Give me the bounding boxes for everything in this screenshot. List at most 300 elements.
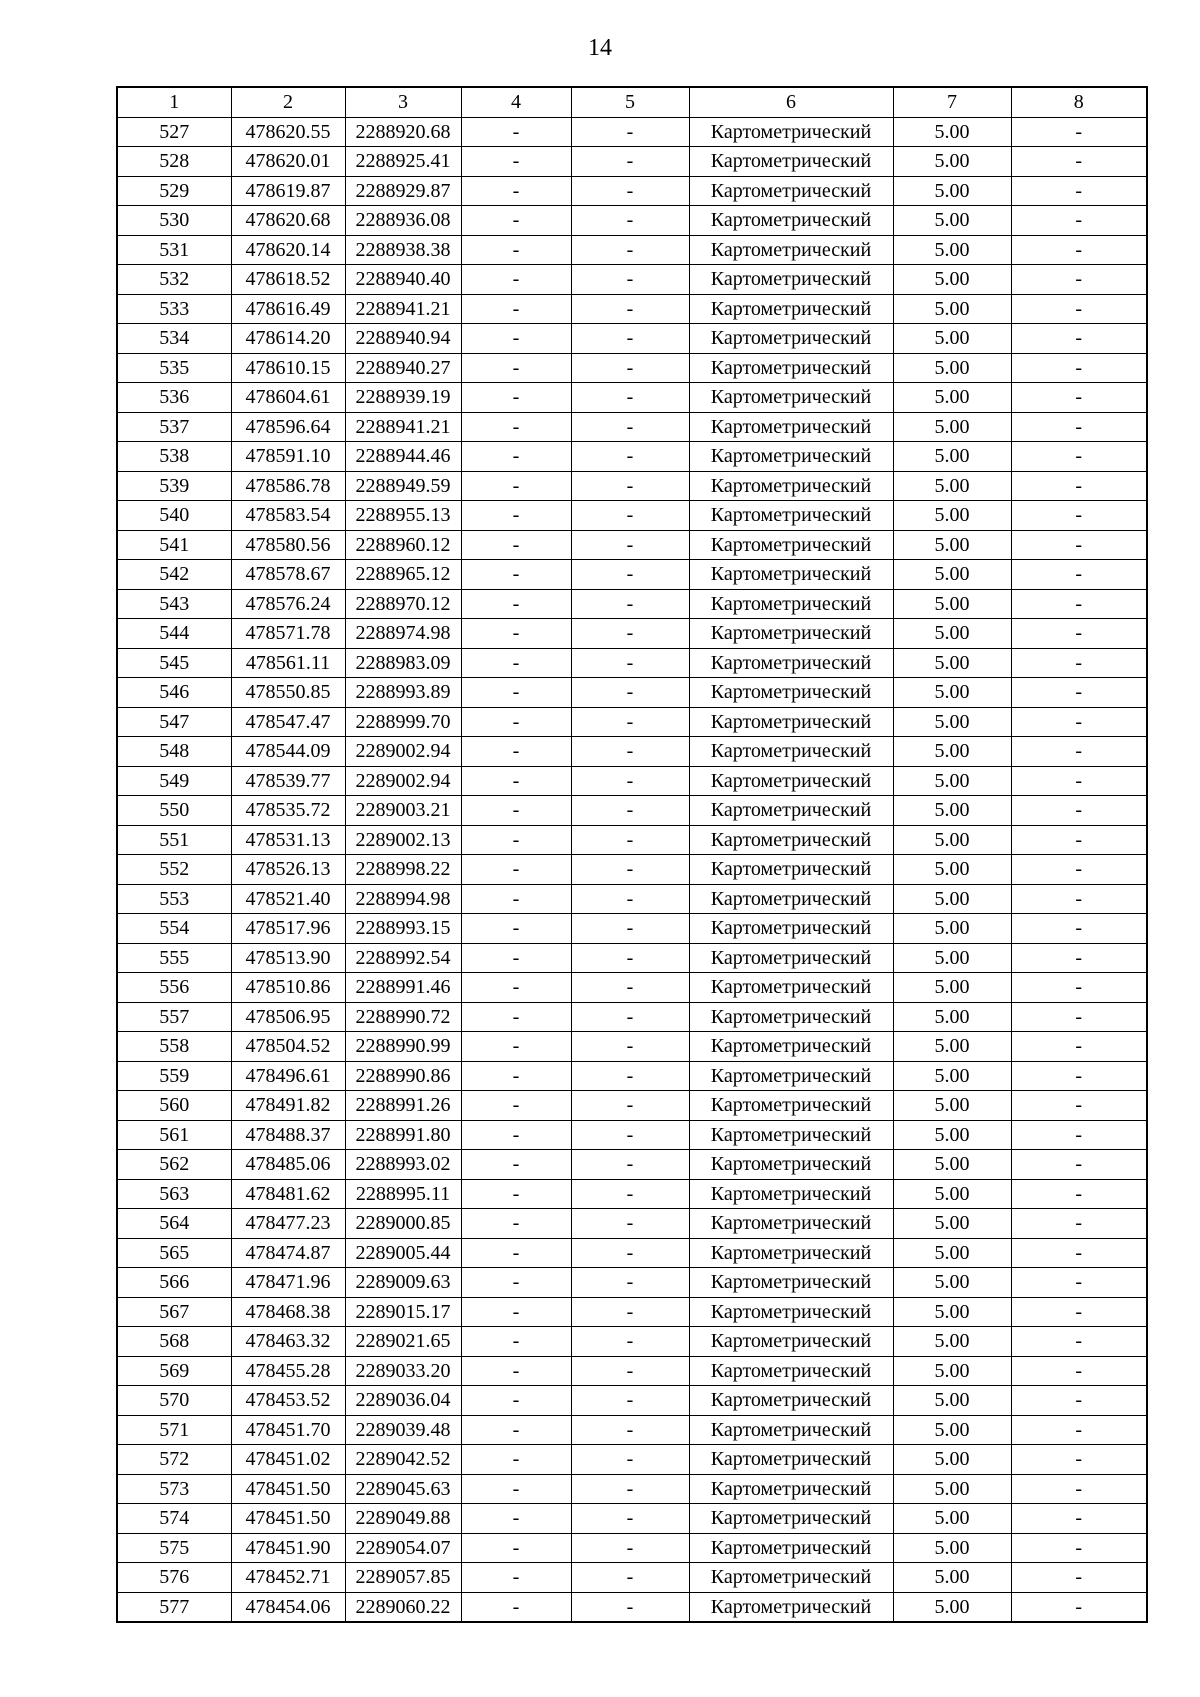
x-coordinate-cell: 478561.11 bbox=[231, 648, 345, 678]
table-row bbox=[117, 855, 1147, 885]
accuracy-cell: 5.00 bbox=[893, 1504, 1011, 1534]
col8-cell: - bbox=[1011, 619, 1147, 649]
accuracy-cell: 5.00 bbox=[893, 147, 1011, 177]
col4-cell: - bbox=[461, 383, 571, 413]
col8-cell: - bbox=[1011, 737, 1147, 767]
page-number: 14 bbox=[588, 35, 612, 61]
table-row bbox=[117, 678, 1147, 708]
col5-cell: - bbox=[571, 796, 689, 826]
col4-cell: - bbox=[461, 324, 571, 354]
col4-cell: - bbox=[461, 501, 571, 531]
x-coordinate-cell: 478576.24 bbox=[231, 589, 345, 619]
col5-cell: - bbox=[571, 707, 689, 737]
col5-cell: - bbox=[571, 1179, 689, 1209]
table-row bbox=[117, 176, 1147, 206]
x-coordinate-cell: 478496.61 bbox=[231, 1061, 345, 1091]
col8-cell: - bbox=[1011, 1091, 1147, 1121]
y-coordinate-cell: 2289002.94 bbox=[345, 766, 461, 796]
x-coordinate-cell: 478463.32 bbox=[231, 1327, 345, 1357]
table-row bbox=[117, 235, 1147, 265]
table-row bbox=[117, 796, 1147, 826]
y-coordinate-cell: 2288974.98 bbox=[345, 619, 461, 649]
point-number-cell: 528 bbox=[117, 147, 231, 177]
table-row bbox=[117, 1061, 1147, 1091]
x-coordinate-cell: 478620.55 bbox=[231, 117, 345, 147]
col8-cell: - bbox=[1011, 353, 1147, 383]
method-cell: Картометрический bbox=[689, 1238, 893, 1268]
y-coordinate-cell: 2289060.22 bbox=[345, 1592, 461, 1622]
accuracy-cell: 5.00 bbox=[893, 1533, 1011, 1563]
table-row bbox=[117, 1592, 1147, 1622]
table-row bbox=[117, 383, 1147, 413]
col5-cell: - bbox=[571, 1297, 689, 1327]
col5-cell: - bbox=[571, 412, 689, 442]
col5-cell: - bbox=[571, 471, 689, 501]
point-number-cell: 545 bbox=[117, 648, 231, 678]
col5-cell: - bbox=[571, 1563, 689, 1593]
table-row bbox=[117, 914, 1147, 944]
accuracy-cell: 5.00 bbox=[893, 117, 1011, 147]
y-coordinate-cell: 2289009.63 bbox=[345, 1268, 461, 1298]
col8-cell: - bbox=[1011, 324, 1147, 354]
y-coordinate-cell: 2289002.13 bbox=[345, 825, 461, 855]
accuracy-cell: 5.00 bbox=[893, 235, 1011, 265]
col5-cell: - bbox=[571, 1474, 689, 1504]
col8-cell: - bbox=[1011, 1179, 1147, 1209]
col5-cell: - bbox=[571, 914, 689, 944]
col4-cell: - bbox=[461, 1563, 571, 1593]
accuracy-cell: 5.00 bbox=[893, 294, 1011, 324]
accuracy-cell: 5.00 bbox=[893, 855, 1011, 885]
col8-cell: - bbox=[1011, 943, 1147, 973]
point-number-cell: 560 bbox=[117, 1091, 231, 1121]
col8-cell: - bbox=[1011, 1474, 1147, 1504]
point-number-cell: 551 bbox=[117, 825, 231, 855]
x-coordinate-cell: 478504.52 bbox=[231, 1032, 345, 1062]
point-number-cell: 543 bbox=[117, 589, 231, 619]
point-number-cell: 547 bbox=[117, 707, 231, 737]
point-number-cell: 574 bbox=[117, 1504, 231, 1534]
method-cell: Картометрический bbox=[689, 176, 893, 206]
y-coordinate-cell: 2288920.68 bbox=[345, 117, 461, 147]
point-number-cell: 540 bbox=[117, 501, 231, 531]
accuracy-cell: 5.00 bbox=[893, 1209, 1011, 1239]
x-coordinate-cell: 478453.52 bbox=[231, 1386, 345, 1416]
method-cell: Картометрический bbox=[689, 737, 893, 767]
accuracy-cell: 5.00 bbox=[893, 1297, 1011, 1327]
column-header: 1 bbox=[117, 87, 231, 117]
table-row bbox=[117, 1474, 1147, 1504]
col8-cell: - bbox=[1011, 383, 1147, 413]
table-row bbox=[117, 1356, 1147, 1386]
col5-cell: - bbox=[571, 1150, 689, 1180]
point-number-cell: 571 bbox=[117, 1415, 231, 1445]
col4-cell: - bbox=[461, 1445, 571, 1475]
x-coordinate-cell: 478451.50 bbox=[231, 1474, 345, 1504]
col5-cell: - bbox=[571, 1120, 689, 1150]
x-coordinate-cell: 478616.49 bbox=[231, 294, 345, 324]
y-coordinate-cell: 2288993.89 bbox=[345, 678, 461, 708]
accuracy-cell: 5.00 bbox=[893, 1061, 1011, 1091]
y-coordinate-cell: 2288941.21 bbox=[345, 412, 461, 442]
col5-cell: - bbox=[571, 1238, 689, 1268]
col8-cell: - bbox=[1011, 176, 1147, 206]
method-cell: Картометрический bbox=[689, 648, 893, 678]
accuracy-cell: 5.00 bbox=[893, 825, 1011, 855]
col4-cell: - bbox=[461, 353, 571, 383]
x-coordinate-cell: 478550.85 bbox=[231, 678, 345, 708]
method-cell: Картометрический bbox=[689, 1002, 893, 1032]
table-row bbox=[117, 943, 1147, 973]
point-number-cell: 562 bbox=[117, 1150, 231, 1180]
point-number-cell: 569 bbox=[117, 1356, 231, 1386]
accuracy-cell: 5.00 bbox=[893, 884, 1011, 914]
col4-cell: - bbox=[461, 176, 571, 206]
x-coordinate-cell: 478618.52 bbox=[231, 265, 345, 295]
table-row bbox=[117, 442, 1147, 472]
point-number-cell: 554 bbox=[117, 914, 231, 944]
y-coordinate-cell: 2288938.38 bbox=[345, 235, 461, 265]
method-cell: Картометрический bbox=[689, 383, 893, 413]
point-number-cell: 536 bbox=[117, 383, 231, 413]
col4-cell: - bbox=[461, 1150, 571, 1180]
x-coordinate-cell: 478619.87 bbox=[231, 176, 345, 206]
column-header: 2 bbox=[231, 87, 345, 117]
col8-cell: - bbox=[1011, 796, 1147, 826]
table-row bbox=[117, 884, 1147, 914]
col5-cell: - bbox=[571, 1445, 689, 1475]
point-number-cell: 549 bbox=[117, 766, 231, 796]
col5-cell: - bbox=[571, 176, 689, 206]
col8-cell: - bbox=[1011, 678, 1147, 708]
accuracy-cell: 5.00 bbox=[893, 737, 1011, 767]
point-number-cell: 555 bbox=[117, 943, 231, 973]
accuracy-cell: 5.00 bbox=[893, 206, 1011, 236]
method-cell: Картометрический bbox=[689, 1563, 893, 1593]
accuracy-cell: 5.00 bbox=[893, 1415, 1011, 1445]
col5-cell: - bbox=[571, 619, 689, 649]
col4-cell: - bbox=[461, 1061, 571, 1091]
col8-cell: - bbox=[1011, 294, 1147, 324]
y-coordinate-cell: 2288960.12 bbox=[345, 530, 461, 560]
method-cell: Картометрический bbox=[689, 678, 893, 708]
coordinates-table bbox=[116, 86, 1148, 1623]
point-number-cell: 534 bbox=[117, 324, 231, 354]
col5-cell: - bbox=[571, 766, 689, 796]
accuracy-cell: 5.00 bbox=[893, 707, 1011, 737]
table-header-row bbox=[117, 87, 1147, 117]
y-coordinate-cell: 2288991.80 bbox=[345, 1120, 461, 1150]
point-number-cell: 533 bbox=[117, 294, 231, 324]
method-cell: Картометрический bbox=[689, 117, 893, 147]
col5-cell: - bbox=[571, 1268, 689, 1298]
column-header: 5 bbox=[571, 87, 689, 117]
y-coordinate-cell: 2288991.46 bbox=[345, 973, 461, 1003]
method-cell: Картометрический bbox=[689, 294, 893, 324]
col5-cell: - bbox=[571, 648, 689, 678]
col8-cell: - bbox=[1011, 530, 1147, 560]
method-cell: Картометрический bbox=[689, 1209, 893, 1239]
method-cell: Картометрический bbox=[689, 825, 893, 855]
y-coordinate-cell: 2288941.21 bbox=[345, 294, 461, 324]
method-cell: Картометрический bbox=[689, 1297, 893, 1327]
table-row bbox=[117, 147, 1147, 177]
col4-cell: - bbox=[461, 1504, 571, 1534]
method-cell: Картометрический bbox=[689, 147, 893, 177]
point-number-cell: 572 bbox=[117, 1445, 231, 1475]
method-cell: Картометрический bbox=[689, 1061, 893, 1091]
column-header: 8 bbox=[1011, 87, 1147, 117]
x-coordinate-cell: 478610.15 bbox=[231, 353, 345, 383]
method-cell: Картометрический bbox=[689, 501, 893, 531]
method-cell: Картометрический bbox=[689, 914, 893, 944]
col5-cell: - bbox=[571, 147, 689, 177]
accuracy-cell: 5.00 bbox=[893, 265, 1011, 295]
point-number-cell: 539 bbox=[117, 471, 231, 501]
accuracy-cell: 5.00 bbox=[893, 1179, 1011, 1209]
col4-cell: - bbox=[461, 1209, 571, 1239]
table-row bbox=[117, 1563, 1147, 1593]
method-cell: Картометрический bbox=[689, 265, 893, 295]
col8-cell: - bbox=[1011, 1356, 1147, 1386]
method-cell: Картометрический bbox=[689, 353, 893, 383]
x-coordinate-cell: 478451.90 bbox=[231, 1533, 345, 1563]
col4-cell: - bbox=[461, 1415, 571, 1445]
point-number-cell: 573 bbox=[117, 1474, 231, 1504]
y-coordinate-cell: 2289000.85 bbox=[345, 1209, 461, 1239]
table-row bbox=[117, 1120, 1147, 1150]
table-row bbox=[117, 530, 1147, 560]
col4-cell: - bbox=[461, 1268, 571, 1298]
point-number-cell: 531 bbox=[117, 235, 231, 265]
accuracy-cell: 5.00 bbox=[893, 1356, 1011, 1386]
x-coordinate-cell: 478468.38 bbox=[231, 1297, 345, 1327]
column-header: 7 bbox=[893, 87, 1011, 117]
col5-cell: - bbox=[571, 324, 689, 354]
y-coordinate-cell: 2288993.15 bbox=[345, 914, 461, 944]
accuracy-cell: 5.00 bbox=[893, 1150, 1011, 1180]
col5-cell: - bbox=[571, 501, 689, 531]
accuracy-cell: 5.00 bbox=[893, 412, 1011, 442]
y-coordinate-cell: 2288993.02 bbox=[345, 1150, 461, 1180]
point-number-cell: 548 bbox=[117, 737, 231, 767]
x-coordinate-cell: 478586.78 bbox=[231, 471, 345, 501]
table-row bbox=[117, 501, 1147, 531]
col8-cell: - bbox=[1011, 1002, 1147, 1032]
table-row bbox=[117, 1327, 1147, 1357]
accuracy-cell: 5.00 bbox=[893, 1268, 1011, 1298]
point-number-cell: 535 bbox=[117, 353, 231, 383]
table-row bbox=[117, 471, 1147, 501]
col4-cell: - bbox=[461, 1238, 571, 1268]
point-number-cell: 559 bbox=[117, 1061, 231, 1091]
accuracy-cell: 5.00 bbox=[893, 560, 1011, 590]
col4-cell: - bbox=[461, 442, 571, 472]
table-row bbox=[117, 117, 1147, 147]
y-coordinate-cell: 2288998.22 bbox=[345, 855, 461, 885]
col4-cell: - bbox=[461, 648, 571, 678]
col5-cell: - bbox=[571, 560, 689, 590]
accuracy-cell: 5.00 bbox=[893, 1091, 1011, 1121]
x-coordinate-cell: 478620.01 bbox=[231, 147, 345, 177]
col8-cell: - bbox=[1011, 1209, 1147, 1239]
y-coordinate-cell: 2288965.12 bbox=[345, 560, 461, 590]
y-coordinate-cell: 2289033.20 bbox=[345, 1356, 461, 1386]
table-row bbox=[117, 825, 1147, 855]
col4-cell: - bbox=[461, 884, 571, 914]
x-coordinate-cell: 478521.40 bbox=[231, 884, 345, 914]
point-number-cell: 530 bbox=[117, 206, 231, 236]
x-coordinate-cell: 478596.64 bbox=[231, 412, 345, 442]
method-cell: Картометрический bbox=[689, 1592, 893, 1622]
accuracy-cell: 5.00 bbox=[893, 1386, 1011, 1416]
col5-cell: - bbox=[571, 442, 689, 472]
col4-cell: - bbox=[461, 147, 571, 177]
col8-cell: - bbox=[1011, 707, 1147, 737]
x-coordinate-cell: 478451.02 bbox=[231, 1445, 345, 1475]
x-coordinate-cell: 478580.56 bbox=[231, 530, 345, 560]
table-row bbox=[117, 353, 1147, 383]
accuracy-cell: 5.00 bbox=[893, 324, 1011, 354]
table-row bbox=[117, 1415, 1147, 1445]
y-coordinate-cell: 2288983.09 bbox=[345, 648, 461, 678]
col4-cell: - bbox=[461, 1120, 571, 1150]
col8-cell: - bbox=[1011, 1120, 1147, 1150]
point-number-cell: 567 bbox=[117, 1297, 231, 1327]
method-cell: Картометрический bbox=[689, 1179, 893, 1209]
x-coordinate-cell: 478571.78 bbox=[231, 619, 345, 649]
x-coordinate-cell: 478474.87 bbox=[231, 1238, 345, 1268]
x-coordinate-cell: 478506.95 bbox=[231, 1002, 345, 1032]
col4-cell: - bbox=[461, 1032, 571, 1062]
x-coordinate-cell: 478451.70 bbox=[231, 1415, 345, 1445]
col5-cell: - bbox=[571, 1592, 689, 1622]
method-cell: Картометрический bbox=[689, 943, 893, 973]
y-coordinate-cell: 2289057.85 bbox=[345, 1563, 461, 1593]
y-coordinate-cell: 2288939.19 bbox=[345, 383, 461, 413]
table-row bbox=[117, 324, 1147, 354]
point-number-cell: 565 bbox=[117, 1238, 231, 1268]
col4-cell: - bbox=[461, 1356, 571, 1386]
point-number-cell: 558 bbox=[117, 1032, 231, 1062]
method-cell: Картометрический bbox=[689, 766, 893, 796]
method-cell: Картометрический bbox=[689, 707, 893, 737]
point-number-cell: 552 bbox=[117, 855, 231, 885]
col4-cell: - bbox=[461, 825, 571, 855]
accuracy-cell: 5.00 bbox=[893, 1327, 1011, 1357]
col8-cell: - bbox=[1011, 884, 1147, 914]
col8-cell: - bbox=[1011, 1563, 1147, 1593]
col8-cell: - bbox=[1011, 1297, 1147, 1327]
y-coordinate-cell: 2288991.26 bbox=[345, 1091, 461, 1121]
col5-cell: - bbox=[571, 383, 689, 413]
col5-cell: - bbox=[571, 1504, 689, 1534]
y-coordinate-cell: 2288955.13 bbox=[345, 501, 461, 531]
col4-cell: - bbox=[461, 1533, 571, 1563]
x-coordinate-cell: 478454.06 bbox=[231, 1592, 345, 1622]
method-cell: Картометрический bbox=[689, 235, 893, 265]
y-coordinate-cell: 2288990.72 bbox=[345, 1002, 461, 1032]
col5-cell: - bbox=[571, 117, 689, 147]
accuracy-cell: 5.00 bbox=[893, 1238, 1011, 1268]
col4-cell: - bbox=[461, 1297, 571, 1327]
point-number-cell: 541 bbox=[117, 530, 231, 560]
col5-cell: - bbox=[571, 206, 689, 236]
col8-cell: - bbox=[1011, 412, 1147, 442]
y-coordinate-cell: 2289039.48 bbox=[345, 1415, 461, 1445]
accuracy-cell: 5.00 bbox=[893, 796, 1011, 826]
method-cell: Картометрический bbox=[689, 884, 893, 914]
point-number-cell: 529 bbox=[117, 176, 231, 206]
col4-cell: - bbox=[461, 560, 571, 590]
col5-cell: - bbox=[571, 1002, 689, 1032]
accuracy-cell: 5.00 bbox=[893, 383, 1011, 413]
col5-cell: - bbox=[571, 1032, 689, 1062]
point-number-cell: 561 bbox=[117, 1120, 231, 1150]
col8-cell: - bbox=[1011, 914, 1147, 944]
col4-cell: - bbox=[461, 1327, 571, 1357]
column-header: 3 bbox=[345, 87, 461, 117]
point-number-cell: 542 bbox=[117, 560, 231, 590]
col4-cell: - bbox=[461, 589, 571, 619]
method-cell: Картометрический bbox=[689, 1356, 893, 1386]
x-coordinate-cell: 478578.67 bbox=[231, 560, 345, 590]
accuracy-cell: 5.00 bbox=[893, 1592, 1011, 1622]
method-cell: Картометрический bbox=[689, 1268, 893, 1298]
x-coordinate-cell: 478620.14 bbox=[231, 235, 345, 265]
col8-cell: - bbox=[1011, 1504, 1147, 1534]
point-number-cell: 556 bbox=[117, 973, 231, 1003]
y-coordinate-cell: 2288992.54 bbox=[345, 943, 461, 973]
x-coordinate-cell: 478591.10 bbox=[231, 442, 345, 472]
col5-cell: - bbox=[571, 825, 689, 855]
x-coordinate-cell: 478531.13 bbox=[231, 825, 345, 855]
table-row bbox=[117, 737, 1147, 767]
col4-cell: - bbox=[461, 619, 571, 649]
col5-cell: - bbox=[571, 855, 689, 885]
method-cell: Картометрический bbox=[689, 1415, 893, 1445]
table-row bbox=[117, 1150, 1147, 1180]
x-coordinate-cell: 478535.72 bbox=[231, 796, 345, 826]
accuracy-cell: 5.00 bbox=[893, 648, 1011, 678]
col8-cell: - bbox=[1011, 560, 1147, 590]
table-row bbox=[117, 1091, 1147, 1121]
table-row bbox=[117, 1297, 1147, 1327]
y-coordinate-cell: 2288944.46 bbox=[345, 442, 461, 472]
x-coordinate-cell: 478488.37 bbox=[231, 1120, 345, 1150]
method-cell: Картометрический bbox=[689, 1120, 893, 1150]
table-row bbox=[117, 265, 1147, 295]
table-row bbox=[117, 412, 1147, 442]
table-body bbox=[117, 117, 1147, 1622]
accuracy-cell: 5.00 bbox=[893, 1563, 1011, 1593]
point-number-cell: 577 bbox=[117, 1592, 231, 1622]
col8-cell: - bbox=[1011, 1592, 1147, 1622]
accuracy-cell: 5.00 bbox=[893, 914, 1011, 944]
col8-cell: - bbox=[1011, 117, 1147, 147]
col8-cell: - bbox=[1011, 1415, 1147, 1445]
x-coordinate-cell: 478620.68 bbox=[231, 206, 345, 236]
point-number-cell: 544 bbox=[117, 619, 231, 649]
col5-cell: - bbox=[571, 1091, 689, 1121]
y-coordinate-cell: 2288940.94 bbox=[345, 324, 461, 354]
table-row bbox=[117, 294, 1147, 324]
col4-cell: - bbox=[461, 1386, 571, 1416]
y-coordinate-cell: 2288999.70 bbox=[345, 707, 461, 737]
col8-cell: - bbox=[1011, 1533, 1147, 1563]
col5-cell: - bbox=[571, 1533, 689, 1563]
point-number-cell: 563 bbox=[117, 1179, 231, 1209]
